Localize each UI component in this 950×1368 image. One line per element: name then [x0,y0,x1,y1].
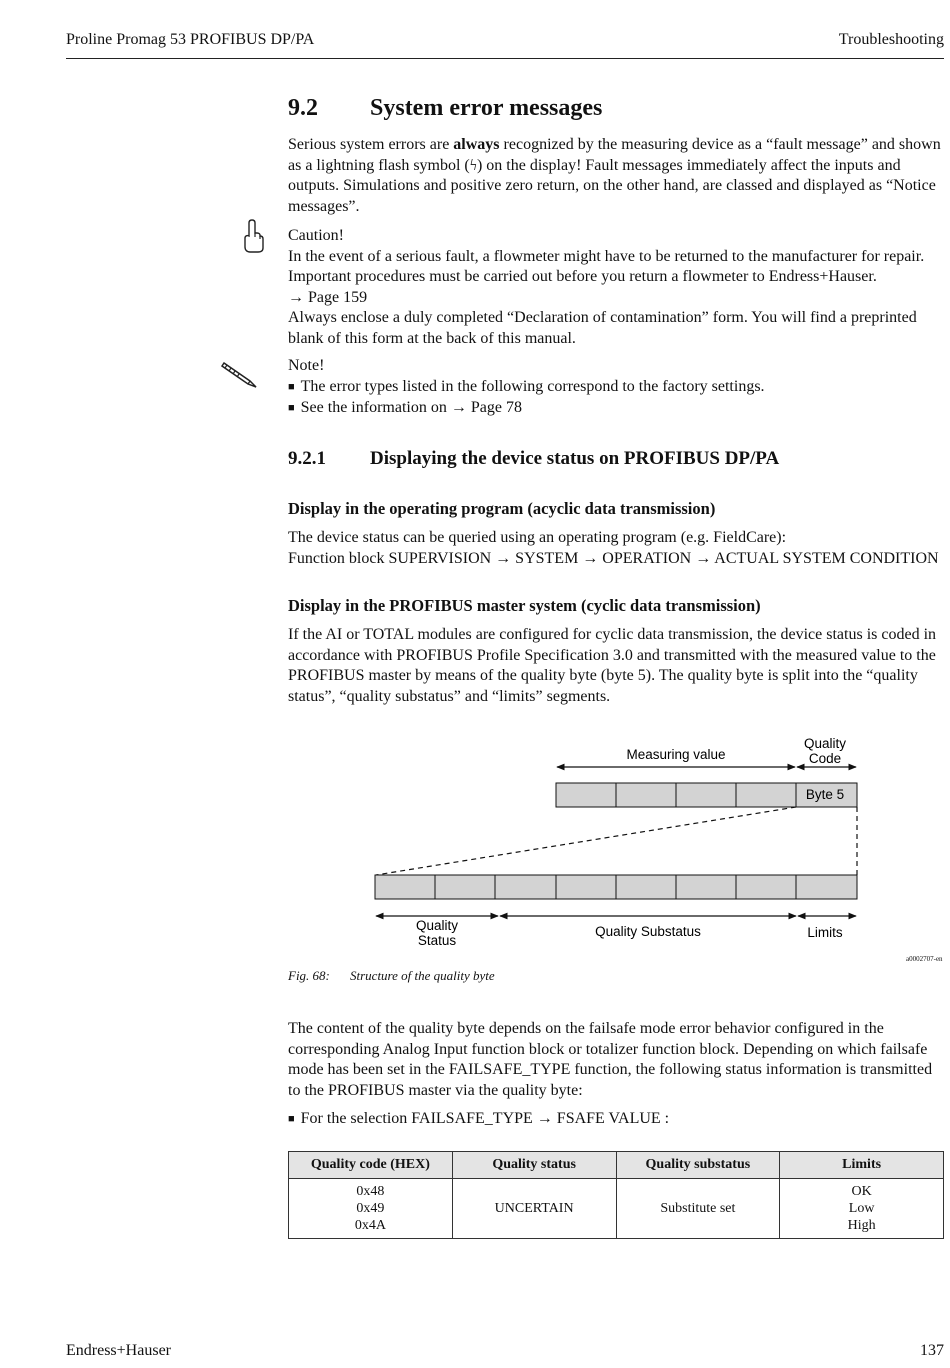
byte-cell [616,783,676,807]
subsection-title: Displaying the device status on PROFIBUS DP/PA [370,448,780,469]
expansion-line-left [376,807,796,875]
caution-block [288,226,944,349]
quality-table-wrap [288,1151,944,1239]
subsection-number: 9.2.1 [288,448,326,469]
th-quality-status: Quality status [452,1152,616,1179]
header-chapter: Troubleshooting [838,31,944,48]
figure-caption-text: Structure of the quality byte [350,968,495,983]
acyclic-heading: Display in the operating program (acyclic data transmission) [288,499,716,518]
limit-ok: OK [851,1184,872,1199]
cell-substatus: Substitute set [616,1179,780,1239]
note-bullet-2[interactable]: ■ See the information on → Page 78 [288,398,944,420]
intro-text-a: Serious system errors are [288,136,454,153]
bit-cell [796,875,857,899]
pointing-hand-icon [241,218,267,254]
content-paragraph: The content of the quality byte depends on the failsafe mode error behavior configured in the corresponding Analog Input function block or totalizer function block. Depending on which failsafe mode has been set in the FAILSAFE_TYPE function, the following status information is transmitted to the PROFIBUS master via the quality byte: [288,1020,933,1099]
th-limits: Limits [780,1152,944,1179]
intro-paragraph [288,135,944,217]
bit-cell [616,875,676,899]
section-number: 9.2 [288,95,318,121]
code-0x4a: 0x4A [354,1218,386,1233]
quality-code-label-1: Quality [803,736,847,751]
bit-cell [375,875,435,899]
code-0x48: 0x48 [356,1184,385,1199]
limit-low: Low [848,1201,875,1216]
bit-cell [495,875,556,899]
figure-id: a0002707-en [906,955,943,963]
figure-number: Fig. 68: [288,968,330,983]
cell-status: UNCERTAIN [452,1179,616,1239]
byte-5-label: Byte 5 [805,787,845,802]
bit-cell [736,875,796,899]
bit-cell [435,875,495,899]
caution-line-1: In the event of a serious fault, a flowmeter might have to be returned to the manufacturer for repair. [288,247,925,265]
table-row [289,1179,944,1239]
quality-substatus-label: Quality Substatus [595,924,701,939]
cyclic-paragraph: If the AI or TOTAL modules are configured for cyclic data transmission, the device status is coded in accordance with PROFIBUS Profile Specification 3.0 and transmitted with the measured value to the PROFIBUS master by means of the quality byte (byte 5). The quality byte is split into the “quality status”, “quality substatus” and “limits” segments. [288,626,937,705]
quality-status-label-1: Quality [415,918,459,933]
section-title: System error messages [370,95,603,121]
quality-status-label-2: Status [417,933,457,948]
limit-high: High [847,1218,876,1233]
header-rule [66,58,944,59]
note-block [288,356,944,420]
acyclic-line-2: Function block SUPERVISION → SYSTEM → OPERATION → ACTUAL SYSTEM CONDITION [288,549,939,567]
acyclic-block [288,528,944,569]
intro-bold: always [453,136,500,153]
cell-limits [780,1179,944,1239]
subsection-heading [288,448,944,470]
bit-cell [556,875,616,899]
table-header-row [289,1152,944,1179]
quality-code-label-2: Code [808,751,842,766]
cyclic-heading: Display in the PROFIBUS master system (cyclic data transmission) [288,596,761,615]
cell-codes [289,1179,453,1239]
content-bullet: ■ For the selection FAILSAFE_TYPE → FSAFE VALUE : [288,1109,944,1131]
note-title: Note! [288,357,325,374]
acyclic-line-1: The device status can be queried using an operating program (e.g. FieldCare): [288,529,787,546]
page-number: 137 [920,1342,944,1359]
header-title: Proline Promag 53 PROFIBUS DP/PA [66,31,315,48]
th-quality-substatus: Quality substatus [616,1152,780,1179]
caution-line-2: Important procedures must be carried out before you return a flowmeter to Endress+Hauser. [288,268,877,285]
quality-byte-diagram [370,732,865,952]
caution-title: Caution! [288,227,344,244]
pencil-icon [220,357,260,389]
intro-text-b: recognized by the measuring device as a “fault message” and shown as a lightning flash symbol (ϟ) on the display! Fault messages immediately affect the inputs and outputs. Simulations and positive zero return, on the other hand, are classed and displayed as “Notice messages”. [288,136,941,215]
byte-cell [556,783,616,807]
caution-line-3: Always enclose a duly completed “Declaration of contamination” form. You will find a preprinted blank of this form at the back of this manual. [288,309,917,347]
note-bullet-1: ■ The error types listed in the following correspond to the factory settings. [288,377,944,399]
section-heading [288,95,944,122]
limits-label: Limits [807,925,843,940]
footer-brand: Endress+Hauser [66,1342,171,1359]
code-0x49: 0x49 [356,1201,385,1216]
measuring-value-label: Measuring value [626,747,726,762]
byte-cell [676,783,736,807]
bit-row-bottom [375,875,857,899]
th-quality-code: Quality code (HEX) [289,1152,453,1179]
caution-page-ref[interactable]: → Page 159 [288,288,368,306]
bit-cell [676,875,736,899]
quality-table [288,1151,944,1239]
byte-cell [736,783,796,807]
figure-caption [288,968,495,984]
